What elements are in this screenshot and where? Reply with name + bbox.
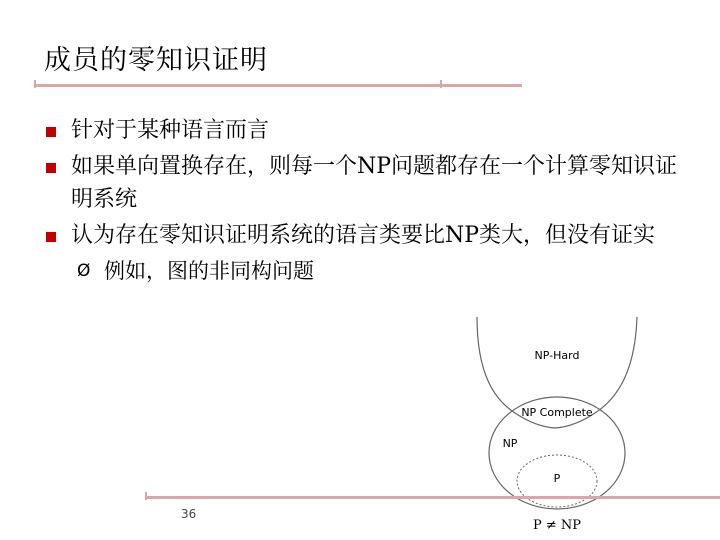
footer-rule-tick — [145, 492, 147, 500]
sub-bullet-text: 例如，图的非同构问题 — [104, 259, 314, 283]
complexity-class-diagram — [465, 305, 665, 540]
bullet-item — [44, 150, 684, 216]
bullet-square-icon — [46, 163, 56, 173]
bullet-square-icon — [46, 127, 56, 137]
bullet-text: 如果单向置换存在，则每一个NP问题都存在一个计算零知识证明系统 — [71, 154, 678, 212]
p-neq-np-caption: P ≠ NP — [532, 518, 582, 533]
bullet-list — [44, 114, 684, 286]
np-hard-label: NP-Hard — [534, 349, 580, 362]
bullet-item — [44, 114, 684, 147]
bullet-text: 针对于某种语言而言 — [71, 118, 270, 143]
np-complete-label: NP Complete — [521, 406, 593, 419]
p-label: P — [553, 472, 561, 485]
footer-rule — [145, 496, 720, 499]
bullet-square-icon — [46, 232, 56, 242]
bullet-text: 认为存在零知识证明系统的语言类要比NP类大，但没有证实 — [71, 223, 656, 248]
title-underline — [34, 84, 522, 87]
page-number: 36 — [181, 507, 197, 521]
sub-bullet-item — [44, 256, 684, 286]
bullet-item — [44, 219, 684, 252]
underline-tick — [34, 80, 36, 88]
slide-title: 成员的零知识证明 — [44, 45, 268, 76]
arrow-bullet-icon: Ø — [77, 261, 91, 281]
np-label: NP — [502, 437, 518, 450]
underline-tick — [440, 80, 442, 88]
